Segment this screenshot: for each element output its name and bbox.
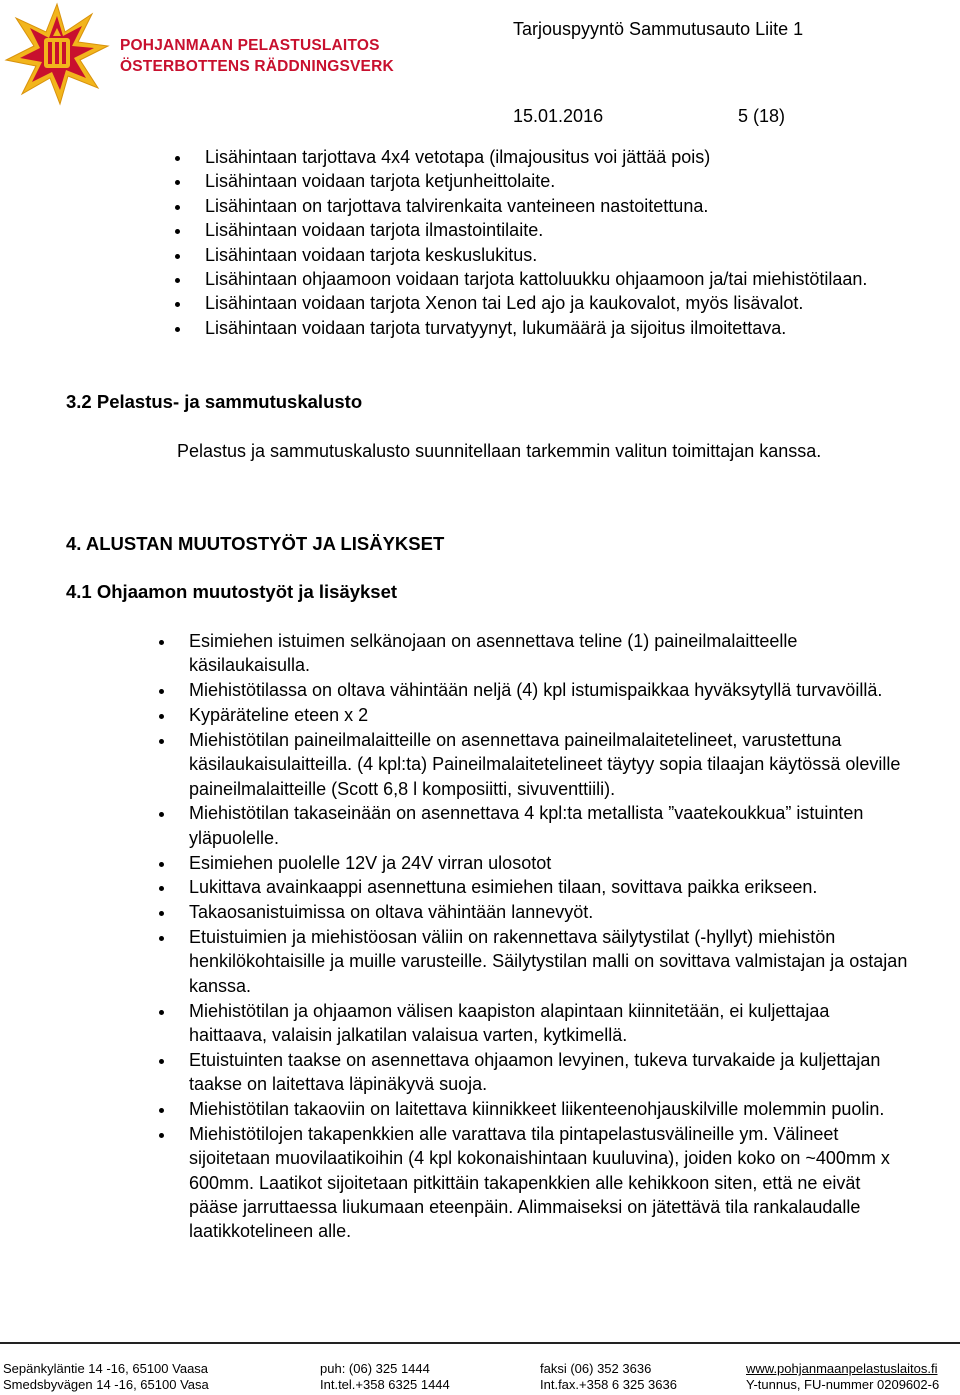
footer-address-fi: Sepänkyläntie 14 -16, 65100 Vaasa: [3, 1361, 209, 1376]
bullet-icon: [159, 689, 164, 694]
list-item-text: Miehistötilan ja ohjaamon välisen kaapiston alapintaan kiinnitetään, ei kuljettajaa haittaava, valaisin jalkatilan valaisua varten, kytkimellä.: [189, 1000, 830, 1046]
list-item: [189, 678, 909, 702]
list-item-text: Lukittava avainkaappi asennettuna esimiehen tilaan, sovittava paikka erikseen.: [189, 877, 818, 898]
list-item: [205, 145, 905, 169]
emblem-icon: [2, 2, 112, 106]
list-item: [189, 1122, 909, 1244]
cab-modifications-list: [189, 629, 909, 1244]
list-item: [205, 243, 905, 267]
list-item: [189, 728, 909, 801]
bullet-icon: [175, 302, 180, 307]
footer-fax: [540, 1361, 677, 1393]
organization-logo: [2, 2, 112, 106]
list-item: [189, 900, 909, 924]
list-item-text: Miehistötilojen takapenkkien alle varattava tila pintapelastusvälineille ym. Välineet sijoitetaan muovilaatikoihin (4 kpl kokonaishintaan kuuluvina), joiden koko on ~400mm x 600mm. Laatikot sijoitetaan pitkittäin takapenkkien alle kehikkoon siten, että ne eivät pääse jarruttaessa liukumaan eteenpäin. Alimmaiseksi on jätettävä tila rankalaudalle laatikkotelineen alle.: [189, 1123, 890, 1242]
page-number: 5 (18): [738, 106, 786, 126]
list-item-text: Lisähintaan tarjottava 4x4 vetotapa (ilmajousitus voi jättää pois): [205, 147, 711, 167]
section-3-2-heading: 3.2 Pelastus- ja sammutuskalusto: [66, 391, 363, 412]
list-item-text: Lisähintaan voidaan tarjota turvatyynyt, lukumäärä ja sijoitus ilmoitettava.: [205, 317, 787, 338]
footer-business-id: Y-tunnus, FU-nummer 0209602-6: [746, 1377, 940, 1392]
organization-name-fi: POHJANMAAN PELASTUSLAITOS: [120, 37, 380, 54]
bullet-icon: [159, 640, 164, 645]
list-item: [189, 851, 909, 875]
footer-address: [3, 1361, 209, 1393]
list-item: [189, 1048, 909, 1097]
list-item: [189, 925, 909, 998]
bullet-icon: [159, 911, 164, 916]
list-item-text: Lisähintaan voidaan tarjota ilmastointilaite.: [205, 220, 544, 241]
organization-name-sv: ÖSTERBOTTENS RÄDDNINGSVERK: [120, 58, 394, 75]
list-item: [189, 629, 909, 678]
list-item-text: Takaosanistuimissa on oltava vähintään lannevyöt.: [189, 902, 594, 923]
section-4-1-heading: 4.1 Ohjaamon muutostyöt ja lisäykset: [66, 581, 398, 602]
list-item-text: Lisähintaan ohjaamoon voidaan tarjota kattoluukku ohjaamoon ja/tai miehistötilaan.: [205, 269, 868, 290]
list-item: [189, 1097, 909, 1121]
list-item-text: Miehistötilassa on oltava vähintään neljä (4) kpl istumispaikkaa hyväksytyllä turvavöillä.: [189, 680, 883, 701]
list-item-text: Kypäräteline eteen x 2: [189, 705, 369, 725]
bullet-icon: [159, 1010, 164, 1015]
list-item-text: Lisähintaan voidaan tarjota Xenon tai Led ajo ja kaukovalot, myös lisävalot.: [205, 293, 804, 314]
bullet-icon: [175, 205, 180, 210]
bullet-icon: [159, 936, 164, 941]
section-3-2-text: Pelastus ja sammutuskalusto suunnitellaan tarkemmin valitun toimittajan kanssa.: [177, 441, 822, 461]
footer-fax-sv: Int.fax.+358 6 325 3636: [540, 1377, 677, 1392]
list-item: [205, 316, 905, 340]
bullet-icon: [159, 1133, 164, 1138]
document-title: Tarjouspyyntö Sammutusauto Liite 1: [513, 19, 804, 39]
footer-fax-fi: faksi (06) 352 3636: [540, 1361, 652, 1376]
website-link[interactable]: www.pohjanmaanpelastuslaitos.fi: [746, 1361, 938, 1376]
list-item: [189, 703, 909, 727]
bullet-icon: [159, 714, 164, 719]
list-item-text: Esimiehen puolelle 12V ja 24V virran ulosotot: [189, 852, 552, 873]
list-item-text: Miehistötilan takaseinään on asennettava 4 kpl:ta metallista ”vaatekoukkua” istuinten yläpuolelle.: [189, 803, 864, 848]
list-item: [205, 169, 905, 193]
bullet-icon: [159, 886, 164, 891]
list-item-text: Lisähintaan voidaan tarjota keskuslukitus.: [205, 244, 538, 265]
footer-web: [746, 1361, 939, 1393]
bullet-icon: [175, 156, 180, 161]
section-4-heading: 4. ALUSTAN MUUTOSTYÖT JA LISÄYKSET: [66, 533, 445, 554]
footer-phone: [320, 1361, 450, 1393]
optional-extras-list: [205, 145, 905, 340]
list-item: [205, 291, 905, 315]
bullet-icon: [159, 862, 164, 867]
list-item-text: Miehistötilan takaoviin on laitettava kiinnikkeet liikenteenohjauskilville molemmin puolin.: [189, 1099, 885, 1120]
list-item: [205, 267, 905, 291]
list-item-text: Miehistötilan paineilmalaitteille on asennettava paineilmalaitetelineet, varustettuna käsilaukaisulaitteilla. (4 kpl:ta) Paineilmalaitetelineet täytyy sopia tilaajan käytössä oleville paineilmalaitteille (Scott 6,8 l komposiitti, sivuventtiili).: [189, 729, 901, 799]
list-item: [205, 218, 905, 242]
bullet-icon: [159, 1108, 164, 1113]
footer-divider: [0, 1342, 960, 1344]
list-item-text: Esimiehen istuimen selkänojaan on asennettava teline (1) paineilmalaitteelle käsilaukaisulla.: [189, 631, 798, 676]
list-item-text: Etuistuimien ja miehistöosan väliin on rakennettava säilytystilat (-hyllyt) miehistön henkilökohtaisille ja muille varusteille. Säilytystilan malli on sovittava valmistajan ja ostajan kanssa.: [189, 927, 908, 996]
footer-phone-fi: puh: (06) 325 1444: [320, 1361, 430, 1376]
footer-phone-sv: Int.tel.+358 6325 1444: [320, 1377, 450, 1392]
list-item: [205, 194, 905, 218]
bullet-icon: [175, 229, 180, 234]
bullet-icon: [159, 1059, 164, 1064]
list-item: [189, 999, 909, 1048]
list-item-text: Lisähintaan voidaan tarjota ketjunheittolaite.: [205, 171, 556, 192]
list-item-text: Etuistuinten taakse on asennettava ohjaamon levyinen, tukeva turvakaide ja kuljettajan taakse on laitettava läpinäkyvä suoja.: [189, 1049, 881, 1095]
bullet-icon: [175, 254, 180, 259]
bullet-icon: [175, 180, 180, 185]
footer-address-sv: Smedsbyvägen 14 -16, 65100 Vasa: [3, 1377, 209, 1392]
bullet-icon: [175, 278, 180, 283]
list-item: [189, 875, 909, 899]
list-item-text: Lisähintaan on tarjottava talvirenkaita vanteineen nastoitettuna.: [205, 195, 709, 216]
document-date: 15.01.2016: [513, 106, 604, 126]
list-item: [189, 801, 909, 850]
organization-name: [120, 35, 394, 77]
bullet-icon: [159, 739, 164, 744]
bullet-icon: [175, 327, 180, 332]
bullet-icon: [159, 812, 164, 817]
